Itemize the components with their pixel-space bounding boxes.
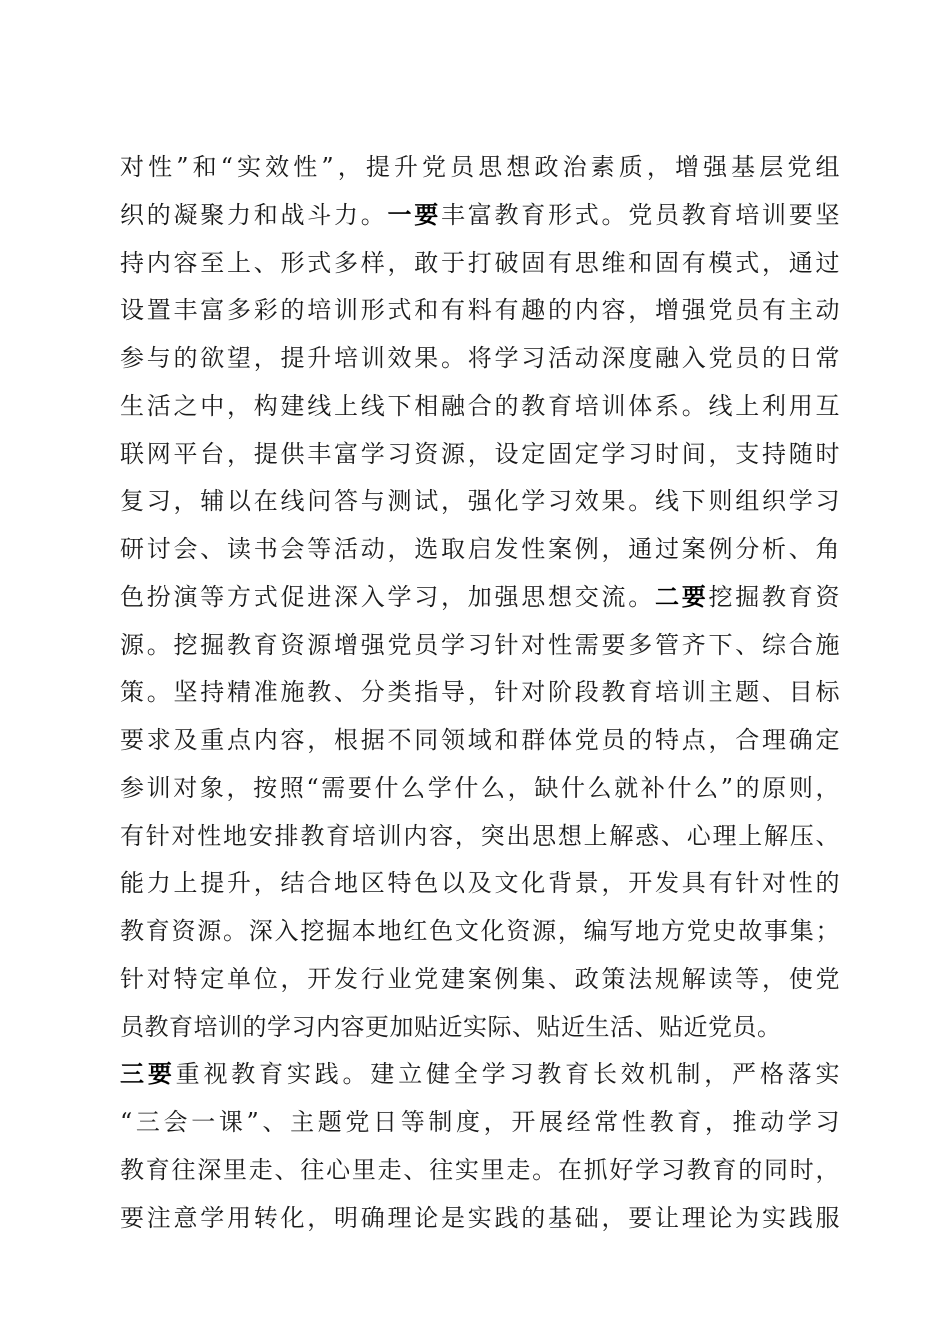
text-line-11: 源。挖掘教育资源增强党员学习针对性需要多管齐下、综合施 bbox=[120, 630, 840, 659]
text-line-23: 要注意学用转化，明确理论是实践的基础，要让理论为实践服 bbox=[120, 1203, 840, 1232]
text-line-13: 要求及重点内容，根据不同领域和群体党员的特点，合理确定 bbox=[120, 726, 840, 754]
text-line-16: 能力上提升，结合地区特色以及文化背景，开发具有针对性的 bbox=[120, 869, 840, 898]
text-line-20: 三要重视教育实践。建立健全学习教育长效机制，严格落实 bbox=[120, 1060, 840, 1089]
text-line-22: 教育往深里走、往心里走、往实里走。在抓好学习教育的同时， bbox=[120, 1155, 840, 1184]
text-line-8: 复习，辅以在线问答与测试，强化学习效果。线下则组织学习 bbox=[120, 487, 840, 516]
text-line-12: 策。坚持精准施教、分类指导，针对阶段教育培训主题、目标 bbox=[120, 678, 840, 707]
text-line-19: 员教育培训的学习内容更加贴近实际、贴近生活、贴近党员。 bbox=[120, 1012, 782, 1041]
text-line-2: 织的凝聚力和战斗力。一要丰富教育形式。党员教育培训要坚 bbox=[120, 200, 840, 229]
keyword-san-yao: 三要 bbox=[120, 1060, 176, 1089]
text-line-3: 持内容至上、形式多样，敢于打破固有思维和固有模式，通过 bbox=[120, 248, 840, 277]
text-line-9: 研讨会、读书会等活动，选取启发性案例，通过案例分析、角 bbox=[120, 535, 840, 563]
text-line-5: 参与的欲望，提升培训效果。将学习活动深度融入党员的日常 bbox=[120, 344, 840, 372]
text-line-6: 生活之中，构建线上线下相融合的教育培训体系。线上利用互 bbox=[120, 391, 840, 420]
text-line-17: 教育资源。深入挖掘本地红色文化资源，编写地方党史故事集； bbox=[120, 917, 840, 945]
text-line-21: “三会一课”、主题党日等制度，开展经常性教育，推动学习 bbox=[120, 1108, 840, 1136]
text-line-7: 联网平台，提供丰富学习资源，设定固定学习时间，支持随时 bbox=[120, 439, 840, 468]
text-line-15: 有针对性地安排教育培训内容，突出思想上解惑、心理上解压、 bbox=[120, 821, 840, 850]
text-line-4: 设置丰富多彩的培训形式和有料有趣的内容，增强党员有主动 bbox=[120, 296, 840, 325]
text-line-18: 针对特定单位，开发行业党建案例集、政策法规解读等，使党 bbox=[120, 964, 840, 993]
keyword-yi-yao: 一要 bbox=[387, 200, 441, 229]
body-paragraph bbox=[120, 144, 840, 1242]
text-line-10: 色扮演等方式促进深入学习，加强思想交流。二要挖掘教育资 bbox=[120, 582, 840, 611]
text-line-1: 对性”和“实效性”，提升党员思想政治素质，增强基层党组 bbox=[120, 153, 840, 181]
keyword-er-yao: 二要 bbox=[655, 582, 709, 611]
text-line-14: 参训对象，按照“需要什么学什么，缺什么就补什么”的原则， bbox=[120, 773, 840, 802]
